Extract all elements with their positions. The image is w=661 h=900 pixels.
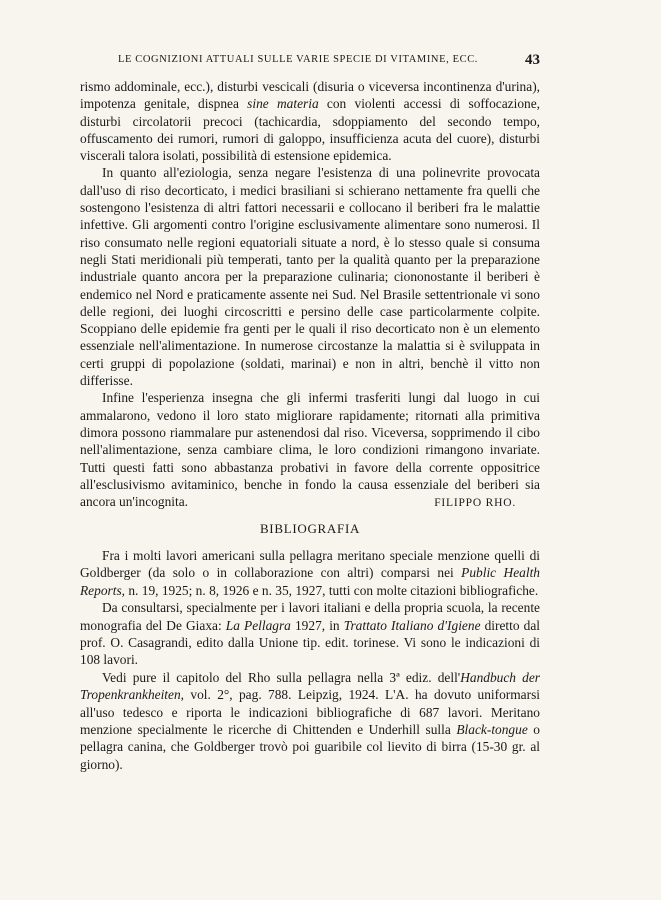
bib-paragraph-goldberger (80, 547, 540, 599)
text-run: , vol. 2°, pag. 788. Leipzig, 1924. L'A. ha dovuto uniformarsi all'uso tedesco e riporta le indicazioni bibliografiche di 687 lavori. Meritano menzione specialmente le ricerche di Chittenden e Underhill sulla (80, 687, 540, 738)
text-run: Vedi pure il capitolo del Rho sulla pellagra nella 3ª ediz. dell' (102, 669, 461, 685)
paragraph-etiology: In quanto all'eziologia, senza negare l'esistenza di una polinevrite provocata dall'uso di riso decorticato, i medici brasiliani si schierano nettamente fra quelli che sostengono l'esistenza di altri fattori necessarii e collocano il beriberi fra le malattie infettive. Gli argomenti contro l'origine esclusivamente alimentare sono numerosi. Il riso consumato nelle regioni equatoriali situate a nord, è lo stesso quale si consuma negli Stati meridionali più temperati, tanto per la qualità quanto per la preparazione industriale quanto ancora per la preparazione culinaria; ciononostante il beriberi è endemico nel Nord e praticamente assente nei Sud. Nel Brasile settentrionale vi sono delle regioni, dei luoghi circoscritti e persino delle case particolarmente colpite. Scoppiano delle epidemie fra genti per le quali il riso decorticato non è un elemento essenziale nell'alimentazione. In numerose circostanze la malattia si è sviluppata in certi gruppi di popolazione (soldati, marinai) e non in altri, benchè il vitto non differisse. (80, 165, 540, 389)
italic-title: Handbuch der Tropenkrankheiten (80, 669, 541, 703)
italic-title: La Pellagra (225, 617, 291, 633)
text-run: o pellagra canina, che Goldberger trovò poi guaribile col lievito di birra (15-30 gr. al giorno). (80, 722, 541, 772)
text-run: con violenti accessi di soffocazione, disturbi circolatorii precoci (tachicardia, sdoppiamento del secondo tempo, offuscamento dei rumori, rumori di galoppo, insufficienza acuta del cuore), disturbi viscerali talora isolati, possibilità di estensione epidemica. (80, 96, 541, 164)
page-header (118, 52, 540, 70)
text-run: diretto dal prof. O. Casagrandi, edito dalla Unione tip. edit. torinese. Vi sono le indicazioni di 108 lavori. (80, 617, 541, 668)
italic-term: Black-tongue (456, 722, 528, 738)
bib-paragraph-degiaxa (80, 599, 540, 669)
bibliography-body (80, 547, 540, 773)
running-head: LE COGNIZIONI ATTUALI SULLE VARIE SPECIE DI VITAMINE, ECC. (118, 54, 479, 65)
paragraph-symptoms (80, 78, 540, 164)
bib-paragraph-handbuch (80, 669, 540, 773)
text-run: rismo addominale, ecc.), disturbi vescicali (disuria o viceversa incontinenza d'urina), impotenza genitale, dispnea (80, 79, 540, 112)
section-heading: BIBLIOGRAFIA (259, 521, 361, 536)
paragraph-experience: Infine l'esperienza insegna che gli infermi trasferiti lungi dal luogo in cui ammalarono, vedono il loro stato migliorare rapidamente; ritornati alla primitiva dimora possono riammalare pur astenendosi dal riso. Viceversa, sopprimendo il cibo nell'alimentazione, senza cambiare clima, le loro condizioni rimangono invariate. Tutti questi fatti sono abbastanza probativi in favore della corrente oppositrice all'esclusivismo avitaminico, benche in fondo la causa essenziale del beriberi sia ancora un'incognita. (80, 390, 540, 510)
text-run: , n. 19, 1925; n. 8, 1926 e n. 35, 1927, tutti con molte citazioni bibliografiche. (121, 582, 539, 598)
italic-title: Trattato Italiano d'Igiene (343, 617, 481, 633)
text-run: 1927, in (290, 617, 344, 633)
article-body (80, 78, 540, 510)
author-signature: FILIPPO RHO. (434, 497, 516, 509)
italic-term: sine materia (247, 96, 319, 112)
italic-title: Public Health Reports (80, 565, 540, 598)
page-number: 43 (525, 52, 540, 68)
text-run: Fra i molti lavori americani sulla pellagra meritano speciale menzione quelli di Goldberger (da solo o in collaborazione con altri) comparsi nei (80, 548, 540, 581)
text-run: Da consultarsi, specialmente per i lavori italiani e della propria scuola, la recente monografia del De Giaxa: (80, 600, 540, 633)
